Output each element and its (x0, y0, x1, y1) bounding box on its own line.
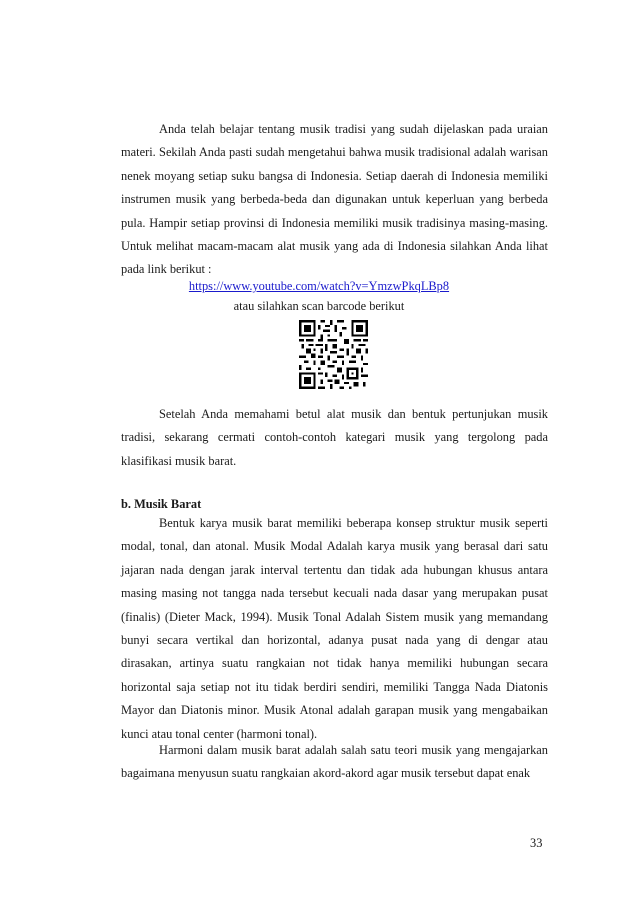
after-qr-paragraph: Setelah Anda memahami betul alat musik dan bentuk pertunjukan musik tradisi, sekarang cermati contoh-contoh kategari musik yang tergolong pada klasifikasi musik barat. (121, 407, 548, 468)
section-heading: b. Musik Barat (121, 497, 202, 511)
musik-barat-paragraph-2: Harmoni dalam musik barat adalah salah satu teori musik yang mengajarkan bagaimana menyusun suatu rangkaian akord-akord agar musik tersebut dapat enak (121, 743, 548, 781)
page-number: 33 (530, 836, 543, 850)
intro-paragraph: Anda telah belajar tentang musik tradisi yang sudah dijelaskan pada uraian materi. Sekilah Anda pasti sudah mengetahui bahwa musik tradisional adalah warisan nenek moyang setiap suku bangsa di Indonesia. Setiap daerah di Indonesia memiliki instrumen musik yang berbeda-beda dan digunakan untuk keperluan yang berbeda pula. Hampir setiap provinsi di Indonesia memiliki musik tradisinya masing-masing. Untuk melihat macam-macam alat musik yang ada di Indonesia silahkan Anda lihat pada link berikut : (121, 122, 548, 277)
qr-code-icon (299, 320, 368, 389)
scan-instruction: atau silahkan scan barcode berikut (233, 299, 405, 313)
video-link-line (0, 276, 638, 296)
musik-barat-paragraph-1: Bentuk karya musik barat memiliki beberapa konsep struktur musik seperti modal, tonal, dan atonal. Musik Modal Adalah karya musik yang berasal dari satu jajaran nada dengan jarak interval tertentu dan tidak ada hubungan khusus antara masing masing not tangga nada tersebut kecuali nada dasar yang merupakan pusat (finalis) (Dieter Mack, 1994). Musik Tonal Adalah Sistem musik yang memandang bunyi secara vertikal dan horizontal, adanya pusat nada yang di dengar atau dirasakan, artinya suatu rangkaian not tidak hanya memiliki hubungan secara horizontal saja setiap not itu tidak berdiri sendiri, memiliki Tangga Nada Diatonis Mayor dan Diatonis minor. Musik Atonal adalah garapan musik yang mengabaikan kunci atau tonal center (harmoni tonal). (121, 516, 548, 741)
youtube-link[interactable]: https://www.youtube.com/watch?v=YmzwPkqLBp8 (188, 279, 450, 293)
